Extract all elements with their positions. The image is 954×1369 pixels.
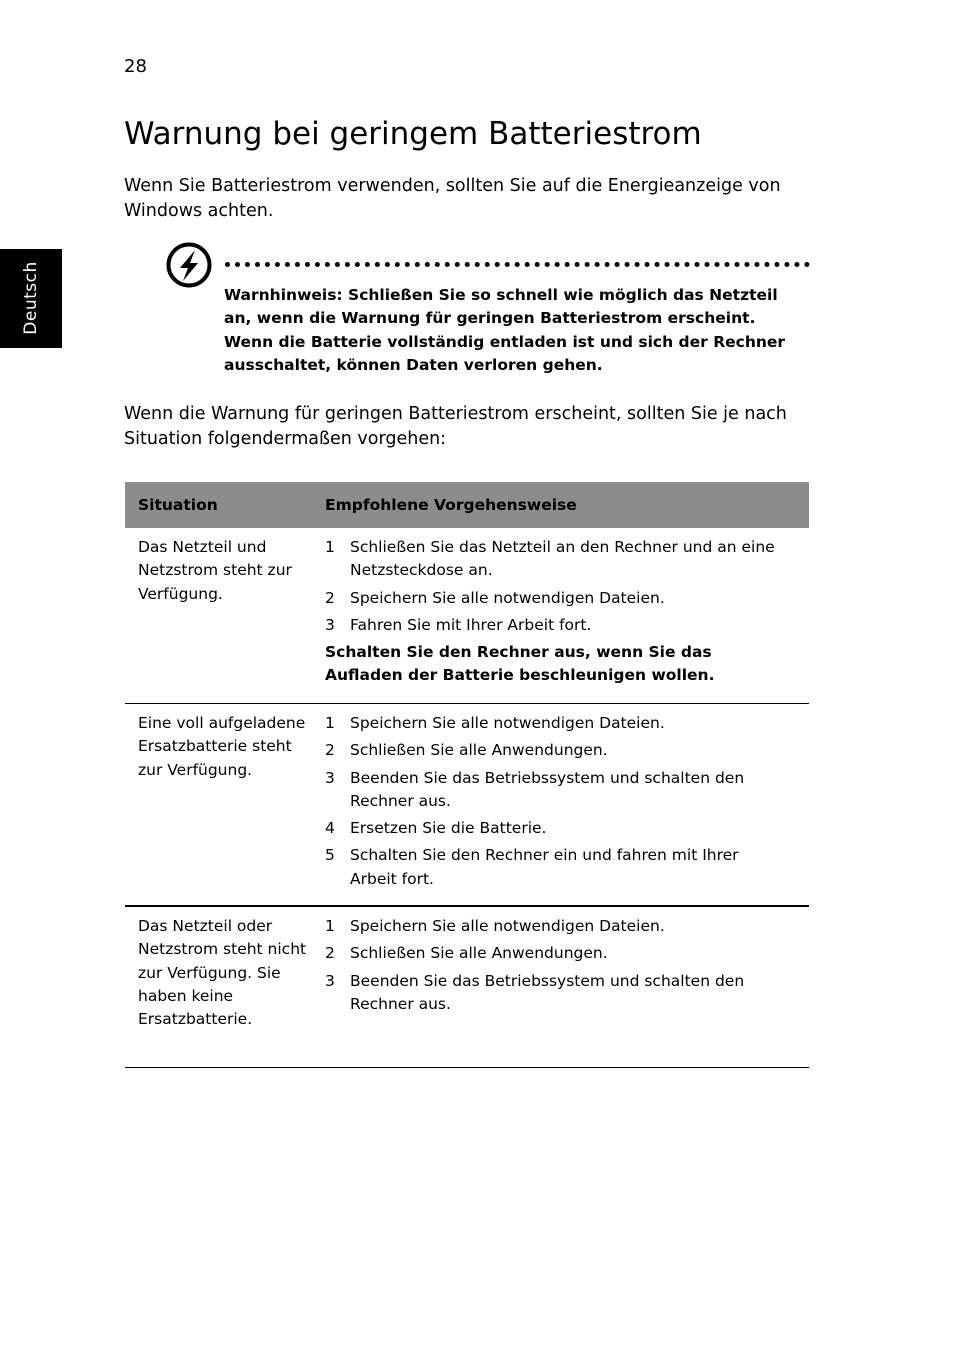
language-side-tab — [0, 249, 62, 348]
step-item — [325, 767, 809, 814]
table-row — [125, 907, 809, 1068]
step-text: Beenden Sie das Betriebssystem und schalten den Rechner aus. — [350, 768, 745, 810]
warning-bolt-icon — [165, 241, 213, 289]
page-title: Warnung bei geringem Batteriestrom — [124, 116, 702, 152]
step-item — [325, 844, 809, 891]
step-item — [325, 915, 809, 938]
step-text: Beenden Sie das Betriebssystem und schalten den Rechner aus. — [350, 971, 745, 1013]
language-side-tab-label: Deutsch — [21, 261, 41, 335]
step-text: Fahren Sie mit Ihrer Arbeit fort. — [350, 615, 592, 634]
action-cell — [325, 915, 809, 1067]
step-number: 3 — [325, 971, 335, 990]
situation-cell: Das Netzteil und Netzstrom steht zur Verfügung. — [138, 538, 292, 603]
step-text: Schließen Sie alle Anwendungen. — [350, 944, 608, 963]
situation-cell: Das Netzteil oder Netzstrom steht nicht zur Verfügung. Sie haben keine Ersatzbatterie. — [138, 917, 307, 1029]
lead-paragraph: Wenn die Warnung für geringen Batteriestrom erscheint, sollten Sie je nach Situation folgendermaßen vorgehen: — [124, 404, 787, 449]
step-item — [325, 942, 809, 965]
header-action: Empfohlene Vorgehensweise — [325, 496, 577, 514]
table-header — [125, 482, 809, 528]
situation-table — [125, 482, 809, 1068]
step-text: Schließen Sie alle Anwendungen. — [350, 741, 608, 760]
step-number: 4 — [325, 819, 335, 838]
step-number: 3 — [325, 615, 335, 634]
step-text: Schließen Sie das Netzteil an den Rechner und an eine Netzsteckdose an. — [350, 538, 775, 580]
table-row — [125, 704, 809, 907]
step-item — [325, 817, 809, 840]
action-cell — [325, 536, 809, 703]
step-number: 1 — [325, 917, 335, 935]
page-number: 28 — [124, 56, 147, 77]
step-number: 1 — [325, 714, 335, 732]
row-note: Schalten Sie den Rechner aus, wenn Sie das Aufladen der Batterie beschleunigen wollen. — [325, 643, 715, 685]
step-number: 2 — [325, 944, 335, 963]
warning-text: Warnhinweis: Schließen Sie so schnell wie möglich das Netzteil an, wenn die Warnung für geringen Batteriestrom erscheint. Wenn die Batterie vollständig entladen ist und sich der Rechner ausschaltet, können Daten verloren gehen. — [224, 286, 786, 374]
step-item — [325, 712, 809, 735]
table-row — [125, 528, 809, 704]
step-text: Ersetzen Sie die Batterie. — [350, 819, 547, 838]
step-number: 3 — [325, 768, 335, 787]
action-cell — [325, 712, 809, 905]
situation-cell: Eine voll aufgeladene Ersatzbatterie steht zur Verfügung. — [138, 714, 306, 779]
step-item — [325, 739, 809, 762]
step-number: 5 — [325, 846, 335, 865]
step-item — [325, 536, 809, 583]
step-item — [325, 587, 809, 610]
step-text: Speichern Sie alle notwendigen Dateien. — [350, 917, 665, 935]
step-text: Speichern Sie alle notwendigen Dateien. — [350, 714, 665, 732]
step-number: 1 — [325, 538, 335, 556]
step-item — [325, 970, 809, 1017]
warning-divider — [225, 262, 810, 267]
step-number: 2 — [325, 741, 335, 760]
step-number: 2 — [325, 588, 335, 607]
intro-paragraph: Wenn Sie Batteriestrom verwenden, sollten Sie auf die Energieanzeige von Windows achten. — [124, 176, 781, 221]
step-item — [325, 614, 809, 637]
header-situation: Situation — [138, 496, 218, 514]
step-text: Speichern Sie alle notwendigen Dateien. — [350, 588, 665, 607]
step-text: Schalten Sie den Rechner ein und fahren mit Ihrer Arbeit fort. — [350, 846, 739, 888]
